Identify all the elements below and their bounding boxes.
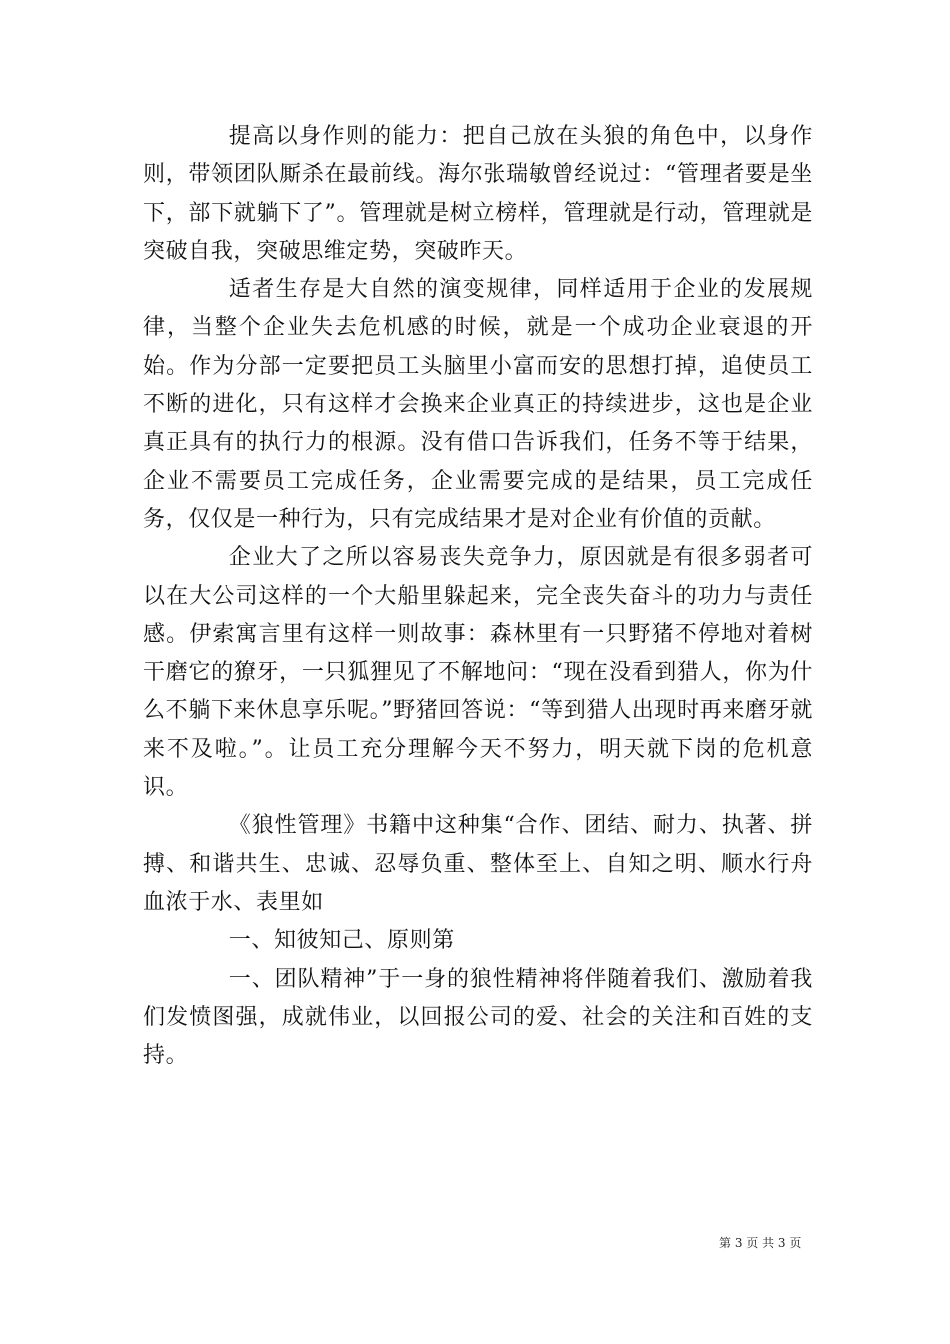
page-number-footer: 第 3 页 共 3 页 <box>719 1236 802 1250</box>
paragraph-survival: 适者生存是大自然的演变规律，同样适用于企业的发展规律，当整个企业失去危机感的时候，就是一个成功企业衰退的开始。作为分部一定要把员工头脑里小富而安的思想打掉，追使员工不断的进化，只有这样才会换来企业真正的持续进步，这也是企业真正具有的执行力的根源。没有借口告诉我们，任务不等于结果，企业不需要员工完成任务，企业需要完成的是结果，员工完成任务，仅仅是一种行为，只有完成结果才是对企业有价值的贡献。 <box>143 277 813 532</box>
paragraph-leadership: 提高以身作则的能力：把自己放在头狼的角色中，以身作则，带领团队厮杀在最前线。海尔张瑞敏曾经说过：“管理者要是坐下，部下就躺下了”。管理就是树立榜样，管理就是行动，管理就是突破自我，突破思维定势，突破昨天。 <box>143 124 813 264</box>
paragraph-wolf-management: 《狼性管理》书籍中这种集“合作、团结、耐力、执著、拼搏、和谐共生、忠诚、忍辱负重、整体至上、自知之明、顺水行舟血浓于水、表里如 <box>143 813 813 915</box>
paragraph-know-thyself: 一、知彼知己、原则第 <box>228 928 455 954</box>
paragraph-competitiveness: 企业大了之所以容易丧失竞争力，原因就是有很多弱者可以在大公司这样的一个大船里躲起来，完全丧失奋斗的功力与责任感。伊索寓言里有这样一则故事：森林里有一只野猪不停地对着树干磨它的獠牙，一只狐狸见了不解地问：“现在没看到猎人，你为什么不躺下来休息享乐呢。”野猪回答说：“等到猎人出现时再来磨牙就来不及啦。”。让员工充分理解今天不努力，明天就下岗的危机意识。 <box>143 545 813 801</box>
document-body <box>143 118 813 1075</box>
paragraph-team-spirit: 一、团队精神”于一身的狼性精神将伴随着我们、激励着我们发愤图强，成就伟业，以回报公司的爱、社会的关注和百姓的支持。 <box>143 966 813 1069</box>
